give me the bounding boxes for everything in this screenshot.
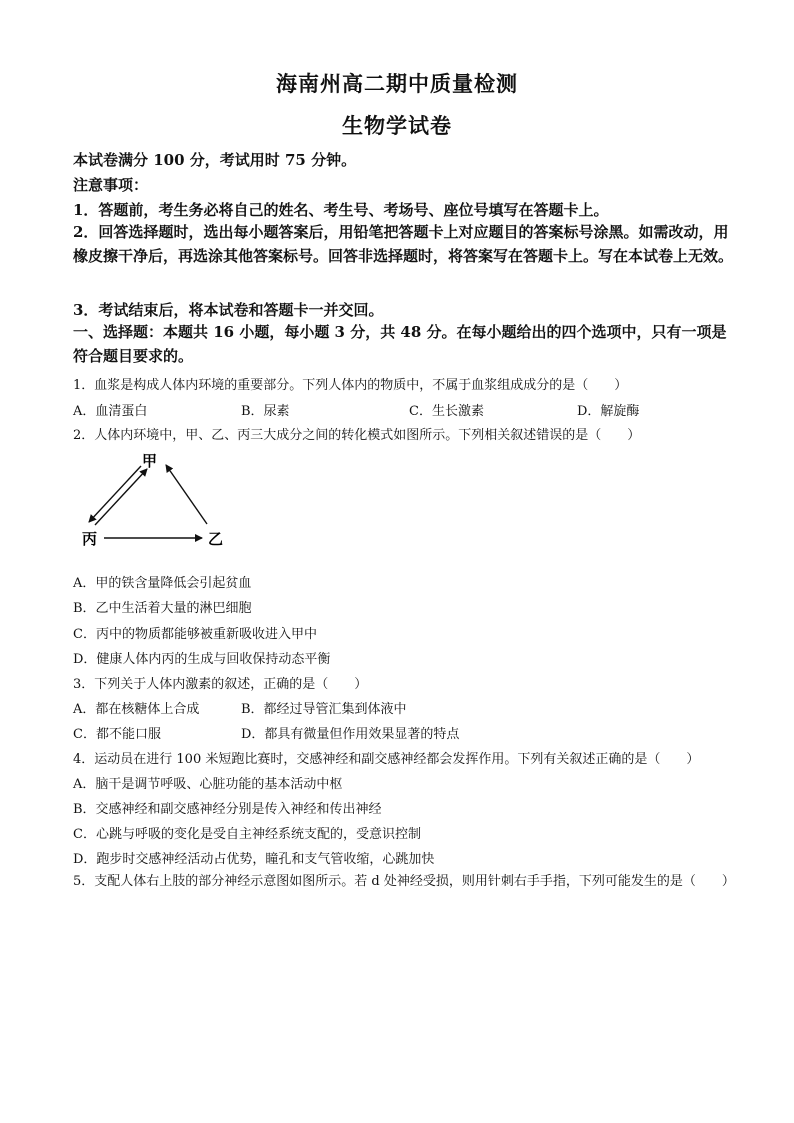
q4-option-d: D．跑步时交感神经活动占优势，瞳孔和支气管收缩，心跳加快: [73, 852, 435, 867]
diagram-label-jia: 甲: [142, 452, 158, 470]
q3-option-d: D．都具有微量但作用效果显著的特点: [241, 727, 460, 742]
q2-option-b: B．乙中生活着大量的淋巴细胞: [73, 601, 252, 616]
exam-info: 本试卷满分 100 分，考试用时 75 分钟。: [73, 151, 357, 169]
arrow-yi-to-jia: [166, 465, 207, 524]
q1-option-b: B．尿素: [241, 404, 290, 419]
question-5-stem: 5．支配人体右上肢的部分神经示意图如图所示。若 d 处神经受损，则用针刺右手手指，下列可能发生的是（ ）: [73, 874, 735, 889]
question-4-stem: 4．运动员在进行 100 米短跑比赛时，交感神经和副交感神经都会发挥作用。下列有关叙述正确的是（ ）: [73, 752, 700, 767]
section-1-heading: 一、选择题：本题共 16 小题，每小题 3 分，共 48 分。在每小题给出的四个选项中，只有一项是符合题目要求的。: [73, 323, 727, 365]
exam-title: 海南州高二期中质量检测: [276, 71, 518, 96]
q2-diagram: [78, 446, 238, 552]
q2-option-d: D．健康人体内丙的生成与回收保持动态平衡: [73, 652, 331, 667]
arrow-bing-to-jia: [95, 469, 147, 525]
arrow-jia-to-bing: [89, 466, 141, 522]
q4-option-a: A．脑干是调节呼吸、心脏功能的基本活动中枢: [73, 777, 343, 792]
exam-subtitle: 生物学试卷: [342, 113, 452, 138]
notes-heading: 注意事项：: [73, 176, 149, 194]
q3-option-b: B．都经过导管汇集到体液中: [241, 702, 407, 717]
q2-option-c: C．丙中的物质都能够被重新吸收进入甲中: [73, 627, 317, 642]
note-2: 2．回答选择题时，选出每小题答案后，用铅笔把答题卡上对应题目的答案标号涂黑。如需改动，用橡皮擦干净后，再选涂其他答案标号。回答非选择题时，将答案写在答题卡上。写在本试卷上无效。: [73, 223, 734, 265]
diagram-label-yi: 乙: [208, 530, 224, 548]
q1-option-a: A．血清蛋白: [73, 404, 148, 419]
q1-option-c: C．生长激素: [409, 404, 484, 419]
q2-option-a: A．甲的铁含量降低会引起贫血: [73, 576, 252, 591]
question-3-stem: 3．下列关于人体内激素的叙述，正确的是（ ）: [73, 677, 368, 692]
q3-option-c: C．都不能口服: [73, 727, 161, 742]
question-2-stem: 2．人体内环境中，甲、乙、丙三大成分之间的转化模式如图所示。下列相关叙述错误的是（ ）: [73, 428, 641, 443]
diagram-label-bing: 丙: [82, 530, 98, 548]
note-1: 1．答题前，考生务必将自己的姓名、考生号、考场号、座位号填写在答题卡上。: [73, 201, 609, 219]
q4-option-b: B．交感神经和副交感神经分别是传入神经和传出神经: [73, 802, 382, 817]
q4-option-c: C．心跳与呼吸的变化是受自主神经系统支配的，受意识控制: [73, 827, 421, 842]
question-1-stem: 1．血浆是构成人体内环境的重要部分。下列人体内的物质中，不属于血浆组成成分的是（ ）: [73, 378, 628, 393]
q3-option-a: A．都在核糖体上合成: [73, 702, 200, 717]
q1-option-d: D．解旋酶: [577, 404, 640, 419]
note-3: 3．考试结束后，将本试卷和答题卡一并交回。: [73, 301, 384, 319]
